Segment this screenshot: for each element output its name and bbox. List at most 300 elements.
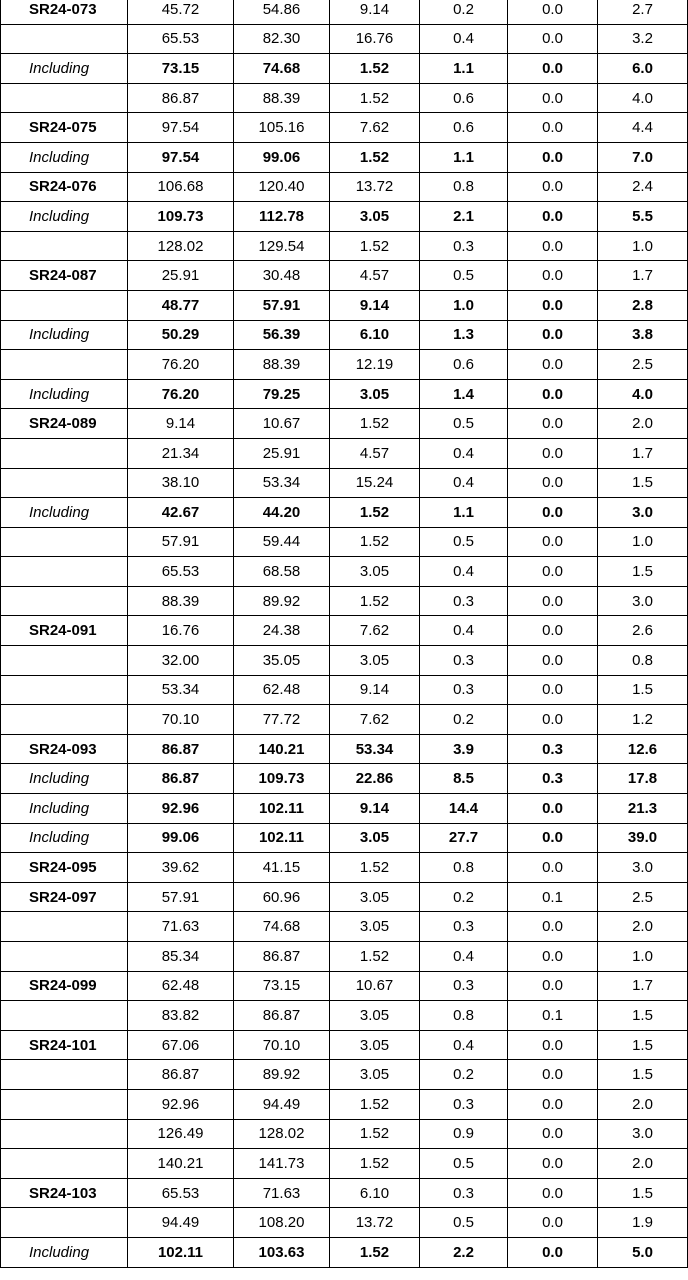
hole-id-cell: Including bbox=[1, 202, 128, 232]
interval-cell: 1.52 bbox=[330, 586, 420, 616]
from-cell: 128.02 bbox=[128, 231, 234, 261]
value-cell-4: 0.4 bbox=[420, 24, 508, 54]
value-cell-5: 0.0 bbox=[508, 823, 598, 853]
hole-id-cell bbox=[1, 1089, 128, 1119]
to-cell: 79.25 bbox=[234, 379, 330, 409]
from-cell: 86.87 bbox=[128, 734, 234, 764]
hole-id-cell: SR24-075 bbox=[1, 113, 128, 143]
interval-cell: 1.52 bbox=[330, 142, 420, 172]
value-cell-5: 0.0 bbox=[508, 616, 598, 646]
hole-id-cell bbox=[1, 290, 128, 320]
table-row bbox=[1, 853, 688, 883]
from-cell: 39.62 bbox=[128, 853, 234, 883]
from-cell: 62.48 bbox=[128, 971, 234, 1001]
interval-cell: 3.05 bbox=[330, 882, 420, 912]
table-row bbox=[1, 942, 688, 972]
value-cell-6: 3.8 bbox=[598, 320, 688, 350]
value-cell-4: 0.4 bbox=[420, 438, 508, 468]
hole-id-cell: Including bbox=[1, 823, 128, 853]
value-cell-4: 0.4 bbox=[420, 942, 508, 972]
value-cell-5: 0.0 bbox=[508, 142, 598, 172]
value-cell-6: 1.5 bbox=[598, 1178, 688, 1208]
table-row bbox=[1, 912, 688, 942]
value-cell-4: 0.5 bbox=[420, 527, 508, 557]
interval-cell: 15.24 bbox=[330, 468, 420, 498]
table-row bbox=[1, 320, 688, 350]
from-cell: 71.63 bbox=[128, 912, 234, 942]
table-row bbox=[1, 54, 688, 84]
table-row bbox=[1, 113, 688, 143]
interval-cell: 3.05 bbox=[330, 646, 420, 676]
to-cell: 112.78 bbox=[234, 202, 330, 232]
to-cell: 24.38 bbox=[234, 616, 330, 646]
value-cell-5: 0.0 bbox=[508, 1178, 598, 1208]
to-cell: 102.11 bbox=[234, 794, 330, 824]
to-cell: 54.86 bbox=[234, 0, 330, 24]
hole-id-cell bbox=[1, 1208, 128, 1238]
value-cell-6: 2.4 bbox=[598, 172, 688, 202]
from-cell: 65.53 bbox=[128, 1178, 234, 1208]
value-cell-6: 1.7 bbox=[598, 261, 688, 291]
from-cell: 76.20 bbox=[128, 350, 234, 380]
interval-cell: 13.72 bbox=[330, 1208, 420, 1238]
value-cell-5: 0.0 bbox=[508, 320, 598, 350]
interval-cell: 1.52 bbox=[330, 853, 420, 883]
interval-cell: 1.52 bbox=[330, 1149, 420, 1179]
value-cell-4: 1.0 bbox=[420, 290, 508, 320]
value-cell-5: 0.0 bbox=[508, 527, 598, 557]
to-cell: 89.92 bbox=[234, 1060, 330, 1090]
value-cell-6: 1.0 bbox=[598, 942, 688, 972]
from-cell: 99.06 bbox=[128, 823, 234, 853]
from-cell: 65.53 bbox=[128, 557, 234, 587]
table-row bbox=[1, 557, 688, 587]
value-cell-5: 0.0 bbox=[508, 1149, 598, 1179]
value-cell-6: 1.7 bbox=[598, 971, 688, 1001]
from-cell: 83.82 bbox=[128, 1001, 234, 1031]
from-cell: 76.20 bbox=[128, 379, 234, 409]
value-cell-6: 17.8 bbox=[598, 764, 688, 794]
table-row bbox=[1, 231, 688, 261]
to-cell: 88.39 bbox=[234, 83, 330, 113]
value-cell-6: 5.5 bbox=[598, 202, 688, 232]
value-cell-4: 1.4 bbox=[420, 379, 508, 409]
value-cell-4: 0.6 bbox=[420, 350, 508, 380]
from-cell: 106.68 bbox=[128, 172, 234, 202]
hole-id-cell: SR24-087 bbox=[1, 261, 128, 291]
from-cell: 92.96 bbox=[128, 794, 234, 824]
to-cell: 141.73 bbox=[234, 1149, 330, 1179]
value-cell-4: 0.3 bbox=[420, 586, 508, 616]
value-cell-5: 0.0 bbox=[508, 290, 598, 320]
hole-id-cell bbox=[1, 527, 128, 557]
hole-id-cell bbox=[1, 1149, 128, 1179]
from-cell: 102.11 bbox=[128, 1237, 234, 1267]
from-cell: 65.53 bbox=[128, 24, 234, 54]
value-cell-4: 0.3 bbox=[420, 1089, 508, 1119]
from-cell: 73.15 bbox=[128, 54, 234, 84]
hole-id-cell: Including bbox=[1, 794, 128, 824]
table-row bbox=[1, 261, 688, 291]
table-row bbox=[1, 1208, 688, 1238]
table-row bbox=[1, 971, 688, 1001]
table-row bbox=[1, 1178, 688, 1208]
to-cell: 35.05 bbox=[234, 646, 330, 676]
value-cell-5: 0.0 bbox=[508, 971, 598, 1001]
value-cell-5: 0.0 bbox=[508, 113, 598, 143]
value-cell-4: 0.6 bbox=[420, 113, 508, 143]
value-cell-4: 0.3 bbox=[420, 646, 508, 676]
hole-id-cell: Including bbox=[1, 764, 128, 794]
interval-cell: 9.14 bbox=[330, 675, 420, 705]
to-cell: 56.39 bbox=[234, 320, 330, 350]
to-cell: 105.16 bbox=[234, 113, 330, 143]
interval-cell: 1.52 bbox=[330, 527, 420, 557]
table-row bbox=[1, 1119, 688, 1149]
from-cell: 67.06 bbox=[128, 1030, 234, 1060]
to-cell: 59.44 bbox=[234, 527, 330, 557]
table-row bbox=[1, 83, 688, 113]
hole-id-cell: SR24-076 bbox=[1, 172, 128, 202]
value-cell-4: 0.5 bbox=[420, 409, 508, 439]
hole-id-cell bbox=[1, 1060, 128, 1090]
value-cell-5: 0.0 bbox=[508, 261, 598, 291]
value-cell-5: 0.0 bbox=[508, 1208, 598, 1238]
interval-cell: 1.52 bbox=[330, 231, 420, 261]
to-cell: 73.15 bbox=[234, 971, 330, 1001]
value-cell-4: 3.9 bbox=[420, 734, 508, 764]
value-cell-4: 0.4 bbox=[420, 616, 508, 646]
value-cell-4: 2.2 bbox=[420, 1237, 508, 1267]
hole-id-cell: Including bbox=[1, 54, 128, 84]
value-cell-6: 1.0 bbox=[598, 231, 688, 261]
value-cell-6: 1.5 bbox=[598, 1060, 688, 1090]
value-cell-4: 0.8 bbox=[420, 172, 508, 202]
value-cell-6: 3.0 bbox=[598, 498, 688, 528]
hole-id-cell: Including bbox=[1, 320, 128, 350]
value-cell-6: 2.8 bbox=[598, 290, 688, 320]
value-cell-4: 0.3 bbox=[420, 231, 508, 261]
hole-id-cell: Including bbox=[1, 498, 128, 528]
interval-cell: 7.62 bbox=[330, 705, 420, 735]
value-cell-6: 7.0 bbox=[598, 142, 688, 172]
value-cell-4: 1.3 bbox=[420, 320, 508, 350]
from-cell: 97.54 bbox=[128, 113, 234, 143]
value-cell-4: 0.2 bbox=[420, 1060, 508, 1090]
value-cell-6: 6.0 bbox=[598, 54, 688, 84]
table-row bbox=[1, 0, 688, 24]
value-cell-6: 2.5 bbox=[598, 350, 688, 380]
value-cell-6: 4.0 bbox=[598, 83, 688, 113]
from-cell: 70.10 bbox=[128, 705, 234, 735]
value-cell-5: 0.0 bbox=[508, 586, 598, 616]
interval-cell: 53.34 bbox=[330, 734, 420, 764]
value-cell-6: 2.0 bbox=[598, 912, 688, 942]
value-cell-5: 0.0 bbox=[508, 468, 598, 498]
hole-id-cell: Including bbox=[1, 1237, 128, 1267]
hole-id-cell bbox=[1, 1119, 128, 1149]
interval-cell: 7.62 bbox=[330, 616, 420, 646]
to-cell: 74.68 bbox=[234, 912, 330, 942]
interval-cell: 1.52 bbox=[330, 1089, 420, 1119]
from-cell: 92.96 bbox=[128, 1089, 234, 1119]
value-cell-4: 0.2 bbox=[420, 882, 508, 912]
value-cell-5: 0.0 bbox=[508, 498, 598, 528]
value-cell-4: 0.5 bbox=[420, 1149, 508, 1179]
table-row bbox=[1, 1001, 688, 1031]
from-cell: 32.00 bbox=[128, 646, 234, 676]
value-cell-5: 0.0 bbox=[508, 379, 598, 409]
value-cell-4: 1.1 bbox=[420, 54, 508, 84]
value-cell-5: 0.3 bbox=[508, 734, 598, 764]
interval-cell: 3.05 bbox=[330, 1060, 420, 1090]
to-cell: 70.10 bbox=[234, 1030, 330, 1060]
hole-id-cell bbox=[1, 83, 128, 113]
to-cell: 68.58 bbox=[234, 557, 330, 587]
table-row bbox=[1, 1237, 688, 1267]
hole-id-cell: SR24-099 bbox=[1, 971, 128, 1001]
to-cell: 94.49 bbox=[234, 1089, 330, 1119]
interval-cell: 1.52 bbox=[330, 1119, 420, 1149]
value-cell-4: 1.1 bbox=[420, 498, 508, 528]
to-cell: 108.20 bbox=[234, 1208, 330, 1238]
interval-cell: 22.86 bbox=[330, 764, 420, 794]
hole-id-cell: SR24-097 bbox=[1, 882, 128, 912]
interval-cell: 13.72 bbox=[330, 172, 420, 202]
from-cell: 38.10 bbox=[128, 468, 234, 498]
to-cell: 53.34 bbox=[234, 468, 330, 498]
hole-id-cell bbox=[1, 468, 128, 498]
from-cell: 25.91 bbox=[128, 261, 234, 291]
value-cell-5: 0.0 bbox=[508, 1237, 598, 1267]
table-row bbox=[1, 527, 688, 557]
to-cell: 82.30 bbox=[234, 24, 330, 54]
to-cell: 103.63 bbox=[234, 1237, 330, 1267]
value-cell-4: 0.2 bbox=[420, 0, 508, 24]
value-cell-5: 0.0 bbox=[508, 24, 598, 54]
hole-id-cell bbox=[1, 24, 128, 54]
to-cell: 77.72 bbox=[234, 705, 330, 735]
value-cell-5: 0.0 bbox=[508, 0, 598, 24]
interval-cell: 6.10 bbox=[330, 1178, 420, 1208]
interval-cell: 4.57 bbox=[330, 438, 420, 468]
hole-id-cell bbox=[1, 350, 128, 380]
value-cell-6: 0.8 bbox=[598, 646, 688, 676]
to-cell: 44.20 bbox=[234, 498, 330, 528]
hole-id-cell bbox=[1, 1001, 128, 1031]
from-cell: 21.34 bbox=[128, 438, 234, 468]
table-row bbox=[1, 350, 688, 380]
table-row bbox=[1, 409, 688, 439]
from-cell: 57.91 bbox=[128, 882, 234, 912]
value-cell-4: 14.4 bbox=[420, 794, 508, 824]
value-cell-4: 8.5 bbox=[420, 764, 508, 794]
interval-cell: 7.62 bbox=[330, 113, 420, 143]
from-cell: 140.21 bbox=[128, 1149, 234, 1179]
from-cell: 45.72 bbox=[128, 0, 234, 24]
hole-id-cell: SR24-101 bbox=[1, 1030, 128, 1060]
value-cell-5: 0.0 bbox=[508, 942, 598, 972]
to-cell: 60.96 bbox=[234, 882, 330, 912]
from-cell: 97.54 bbox=[128, 142, 234, 172]
table-row bbox=[1, 142, 688, 172]
table-row bbox=[1, 438, 688, 468]
value-cell-4: 2.1 bbox=[420, 202, 508, 232]
value-cell-4: 0.5 bbox=[420, 1208, 508, 1238]
table-row bbox=[1, 1089, 688, 1119]
value-cell-6: 2.0 bbox=[598, 1089, 688, 1119]
from-cell: 85.34 bbox=[128, 942, 234, 972]
value-cell-5: 0.0 bbox=[508, 705, 598, 735]
value-cell-5: 0.3 bbox=[508, 764, 598, 794]
from-cell: 86.87 bbox=[128, 83, 234, 113]
interval-cell: 3.05 bbox=[330, 379, 420, 409]
value-cell-5: 0.0 bbox=[508, 438, 598, 468]
interval-cell: 1.52 bbox=[330, 498, 420, 528]
value-cell-5: 0.0 bbox=[508, 912, 598, 942]
to-cell: 129.54 bbox=[234, 231, 330, 261]
value-cell-6: 3.0 bbox=[598, 853, 688, 883]
table-row bbox=[1, 705, 688, 735]
to-cell: 41.15 bbox=[234, 853, 330, 883]
interval-cell: 1.52 bbox=[330, 54, 420, 84]
from-cell: 126.49 bbox=[128, 1119, 234, 1149]
hole-id-cell: SR24-103 bbox=[1, 1178, 128, 1208]
interval-cell: 3.05 bbox=[330, 912, 420, 942]
value-cell-6: 21.3 bbox=[598, 794, 688, 824]
hole-id-cell: SR24-089 bbox=[1, 409, 128, 439]
value-cell-5: 0.0 bbox=[508, 1030, 598, 1060]
value-cell-4: 0.6 bbox=[420, 83, 508, 113]
table-row bbox=[1, 1030, 688, 1060]
value-cell-4: 0.4 bbox=[420, 468, 508, 498]
value-cell-5: 0.0 bbox=[508, 794, 598, 824]
value-cell-6: 2.7 bbox=[598, 0, 688, 24]
hole-id-cell: Including bbox=[1, 379, 128, 409]
table-row bbox=[1, 1060, 688, 1090]
to-cell: 71.63 bbox=[234, 1178, 330, 1208]
value-cell-6: 1.9 bbox=[598, 1208, 688, 1238]
interval-cell: 1.52 bbox=[330, 1237, 420, 1267]
table-row bbox=[1, 646, 688, 676]
value-cell-5: 0.0 bbox=[508, 172, 598, 202]
value-cell-5: 0.0 bbox=[508, 350, 598, 380]
table-row bbox=[1, 794, 688, 824]
table-body bbox=[1, 0, 688, 1267]
to-cell: 25.91 bbox=[234, 438, 330, 468]
value-cell-4: 0.2 bbox=[420, 705, 508, 735]
from-cell: 16.76 bbox=[128, 616, 234, 646]
interval-cell: 3.05 bbox=[330, 823, 420, 853]
table-row bbox=[1, 882, 688, 912]
table-row bbox=[1, 1149, 688, 1179]
value-cell-5: 0.0 bbox=[508, 557, 598, 587]
interval-cell: 9.14 bbox=[330, 0, 420, 24]
value-cell-5: 0.1 bbox=[508, 1001, 598, 1031]
interval-cell: 1.52 bbox=[330, 409, 420, 439]
table-row bbox=[1, 468, 688, 498]
interval-cell: 1.52 bbox=[330, 942, 420, 972]
table-row bbox=[1, 586, 688, 616]
value-cell-5: 0.0 bbox=[508, 1089, 598, 1119]
value-cell-6: 2.5 bbox=[598, 882, 688, 912]
value-cell-4: 0.4 bbox=[420, 1030, 508, 1060]
hole-id-cell bbox=[1, 942, 128, 972]
to-cell: 30.48 bbox=[234, 261, 330, 291]
to-cell: 102.11 bbox=[234, 823, 330, 853]
table-row bbox=[1, 290, 688, 320]
value-cell-6: 3.0 bbox=[598, 1119, 688, 1149]
table-row bbox=[1, 616, 688, 646]
value-cell-5: 0.0 bbox=[508, 1119, 598, 1149]
interval-cell: 3.05 bbox=[330, 557, 420, 587]
value-cell-6: 12.6 bbox=[598, 734, 688, 764]
value-cell-5: 0.0 bbox=[508, 853, 598, 883]
from-cell: 86.87 bbox=[128, 1060, 234, 1090]
interval-cell: 9.14 bbox=[330, 794, 420, 824]
value-cell-5: 0.0 bbox=[508, 675, 598, 705]
value-cell-6: 4.4 bbox=[598, 113, 688, 143]
from-cell: 50.29 bbox=[128, 320, 234, 350]
table-row bbox=[1, 498, 688, 528]
interval-cell: 3.05 bbox=[330, 1001, 420, 1031]
interval-cell: 4.57 bbox=[330, 261, 420, 291]
value-cell-4: 0.8 bbox=[420, 1001, 508, 1031]
to-cell: 99.06 bbox=[234, 142, 330, 172]
from-cell: 48.77 bbox=[128, 290, 234, 320]
to-cell: 10.67 bbox=[234, 409, 330, 439]
value-cell-6: 1.7 bbox=[598, 438, 688, 468]
hole-id-cell: SR24-095 bbox=[1, 853, 128, 883]
hole-id-cell bbox=[1, 912, 128, 942]
value-cell-5: 0.0 bbox=[508, 646, 598, 676]
value-cell-4: 0.3 bbox=[420, 675, 508, 705]
hole-id-cell bbox=[1, 557, 128, 587]
value-cell-6: 1.5 bbox=[598, 468, 688, 498]
hole-id-cell: SR24-091 bbox=[1, 616, 128, 646]
from-cell: 94.49 bbox=[128, 1208, 234, 1238]
value-cell-4: 0.8 bbox=[420, 853, 508, 883]
hole-id-cell: SR24-073 bbox=[1, 0, 128, 24]
value-cell-6: 5.0 bbox=[598, 1237, 688, 1267]
from-cell: 86.87 bbox=[128, 764, 234, 794]
from-cell: 88.39 bbox=[128, 586, 234, 616]
value-cell-6: 1.5 bbox=[598, 1001, 688, 1031]
hole-id-cell bbox=[1, 646, 128, 676]
value-cell-5: 0.0 bbox=[508, 83, 598, 113]
value-cell-5: 0.0 bbox=[508, 54, 598, 84]
to-cell: 57.91 bbox=[234, 290, 330, 320]
hole-id-cell bbox=[1, 705, 128, 735]
value-cell-6: 2.0 bbox=[598, 409, 688, 439]
table-row bbox=[1, 734, 688, 764]
value-cell-6: 3.2 bbox=[598, 24, 688, 54]
from-cell: 9.14 bbox=[128, 409, 234, 439]
value-cell-5: 0.1 bbox=[508, 882, 598, 912]
hole-id-cell: Including bbox=[1, 142, 128, 172]
to-cell: 86.87 bbox=[234, 942, 330, 972]
value-cell-4: 0.4 bbox=[420, 557, 508, 587]
value-cell-6: 1.5 bbox=[598, 675, 688, 705]
value-cell-5: 0.0 bbox=[508, 1060, 598, 1090]
hole-id-cell: SR24-093 bbox=[1, 734, 128, 764]
value-cell-6: 1.0 bbox=[598, 527, 688, 557]
value-cell-6: 2.6 bbox=[598, 616, 688, 646]
table-row bbox=[1, 24, 688, 54]
table-row bbox=[1, 675, 688, 705]
value-cell-4: 0.3 bbox=[420, 912, 508, 942]
value-cell-6: 39.0 bbox=[598, 823, 688, 853]
